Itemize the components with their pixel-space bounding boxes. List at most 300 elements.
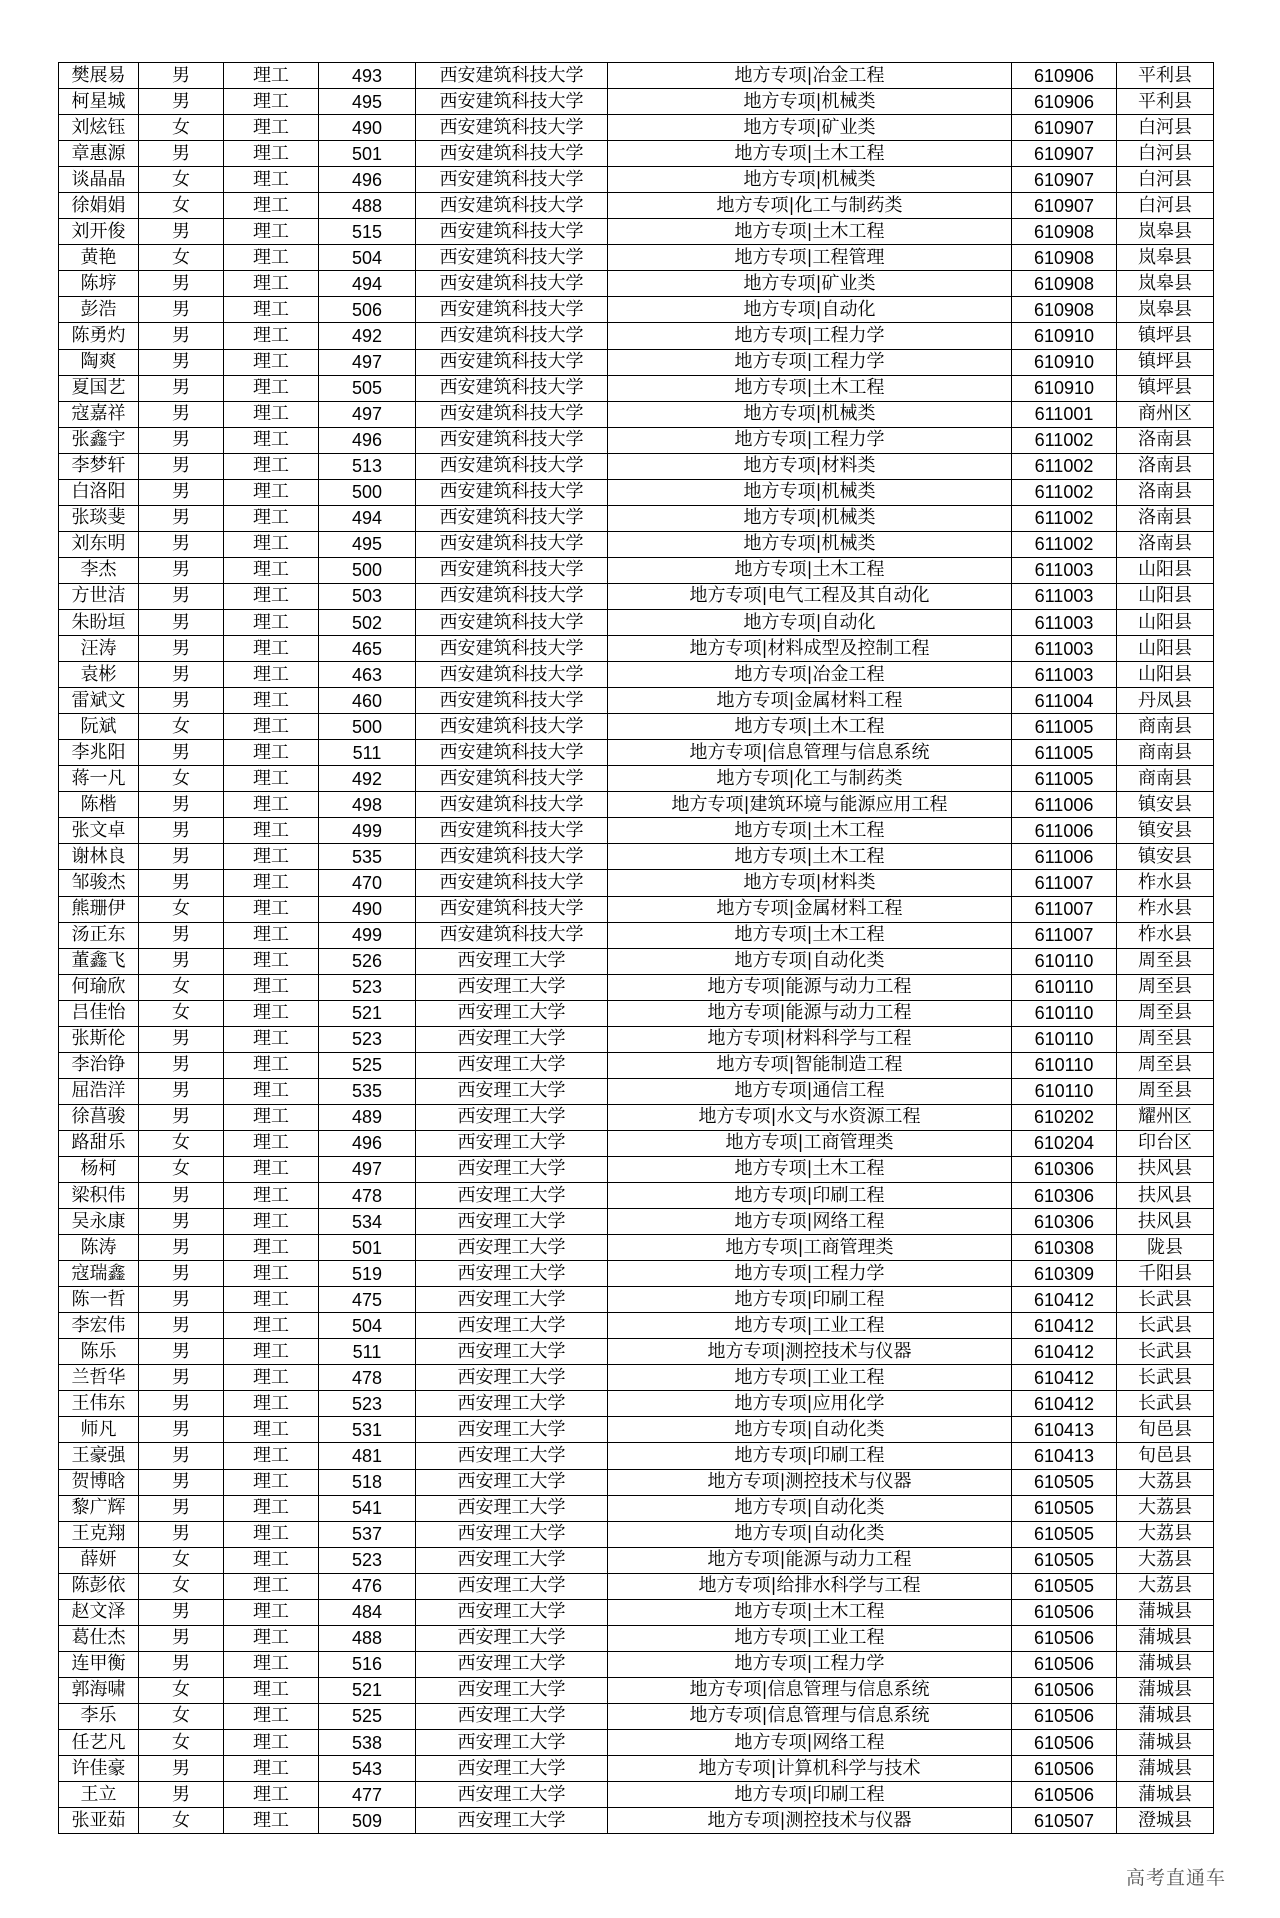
region-code-cell: 610204 <box>1012 1130 1117 1156</box>
region-code-cell: 611001 <box>1012 401 1117 427</box>
major-cell: 地方专项|土木工程 <box>608 557 1012 583</box>
county-cell: 岚皋县 <box>1117 219 1214 245</box>
gender-cell: 女 <box>139 974 224 1000</box>
university-cell: 西安建筑科技大学 <box>416 323 608 349</box>
gender-cell: 男 <box>139 63 224 89</box>
table-row <box>59 818 1214 844</box>
county-cell: 丹凤县 <box>1117 688 1214 714</box>
county-cell: 蒲城县 <box>1117 1703 1214 1729</box>
region-code-cell: 610907 <box>1012 167 1117 193</box>
name-cell: 夏国艺 <box>59 375 139 401</box>
university-cell: 西安建筑科技大学 <box>416 453 608 479</box>
university-cell: 西安建筑科技大学 <box>416 531 608 557</box>
gender-cell: 男 <box>139 740 224 766</box>
score-cell: 518 <box>319 1469 416 1495</box>
score-cell: 515 <box>319 219 416 245</box>
gender-cell: 女 <box>139 245 224 271</box>
category-cell: 理工 <box>224 1052 319 1078</box>
major-cell: 地方专项|智能制造工程 <box>608 1052 1012 1078</box>
name-cell: 屈浩洋 <box>59 1078 139 1104</box>
table-row <box>59 1026 1214 1052</box>
county-cell: 扶风县 <box>1117 1156 1214 1182</box>
name-cell: 李杰 <box>59 557 139 583</box>
university-cell: 西安理工大学 <box>416 1599 608 1625</box>
table-row <box>59 1782 1214 1808</box>
name-cell: 王豪强 <box>59 1443 139 1469</box>
gender-cell: 女 <box>139 1547 224 1573</box>
major-cell: 地方专项|材料类 <box>608 453 1012 479</box>
table-row <box>59 583 1214 609</box>
region-code-cell: 611002 <box>1012 479 1117 505</box>
score-cell: 470 <box>319 870 416 896</box>
category-cell: 理工 <box>224 1209 319 1235</box>
table-row <box>59 636 1214 662</box>
name-cell: 张琰斐 <box>59 505 139 531</box>
region-code-cell: 610110 <box>1012 948 1117 974</box>
gender-cell: 男 <box>139 1521 224 1547</box>
county-cell: 商州区 <box>1117 401 1214 427</box>
region-code-cell: 611002 <box>1012 531 1117 557</box>
table-row <box>59 1000 1214 1026</box>
name-cell: 李治铮 <box>59 1052 139 1078</box>
county-cell: 商南县 <box>1117 714 1214 740</box>
table-row <box>59 870 1214 896</box>
score-cell: 505 <box>319 375 416 401</box>
name-cell: 汤正东 <box>59 922 139 948</box>
region-code-cell: 611007 <box>1012 922 1117 948</box>
score-cell: 535 <box>319 1078 416 1104</box>
county-cell: 山阳县 <box>1117 583 1214 609</box>
major-cell: 地方专项|水文与水资源工程 <box>608 1104 1012 1130</box>
name-cell: 杨柯 <box>59 1156 139 1182</box>
county-cell: 长武县 <box>1117 1339 1214 1365</box>
region-code-cell: 610306 <box>1012 1183 1117 1209</box>
university-cell: 西安建筑科技大学 <box>416 609 608 635</box>
county-cell: 扶风县 <box>1117 1209 1214 1235</box>
table-row <box>59 1261 1214 1287</box>
region-code-cell: 610908 <box>1012 245 1117 271</box>
category-cell: 理工 <box>224 818 319 844</box>
table-row <box>59 1365 1214 1391</box>
gender-cell: 男 <box>139 870 224 896</box>
university-cell: 西安建筑科技大学 <box>416 792 608 818</box>
gender-cell: 女 <box>139 193 224 219</box>
gender-cell: 男 <box>139 636 224 662</box>
name-cell: 陈涛 <box>59 1235 139 1261</box>
major-cell: 地方专项|土木工程 <box>608 375 1012 401</box>
category-cell: 理工 <box>224 1677 319 1703</box>
score-cell: 498 <box>319 792 416 818</box>
gender-cell: 女 <box>139 1703 224 1729</box>
county-cell: 周至县 <box>1117 1026 1214 1052</box>
category-cell: 理工 <box>224 427 319 453</box>
university-cell: 西安理工大学 <box>416 1547 608 1573</box>
name-cell: 蒋一凡 <box>59 766 139 792</box>
region-code-cell: 610505 <box>1012 1547 1117 1573</box>
major-cell: 地方专项|建筑环境与能源应用工程 <box>608 792 1012 818</box>
region-code-cell: 611004 <box>1012 688 1117 714</box>
major-cell: 地方专项|土木工程 <box>608 818 1012 844</box>
table-row <box>59 1703 1214 1729</box>
score-cell: 492 <box>319 323 416 349</box>
name-cell: 李梦轩 <box>59 453 139 479</box>
county-cell: 山阳县 <box>1117 557 1214 583</box>
gender-cell: 男 <box>139 1209 224 1235</box>
category-cell: 理工 <box>224 896 319 922</box>
name-cell: 谈晶晶 <box>59 167 139 193</box>
gender-cell: 女 <box>139 1677 224 1703</box>
name-cell: 柯星城 <box>59 89 139 115</box>
major-cell: 地方专项|工程力学 <box>608 323 1012 349</box>
gender-cell: 男 <box>139 1339 224 1365</box>
county-cell: 长武县 <box>1117 1365 1214 1391</box>
county-cell: 长武县 <box>1117 1287 1214 1313</box>
gender-cell: 男 <box>139 401 224 427</box>
gender-cell: 女 <box>139 1808 224 1834</box>
university-cell: 西安理工大学 <box>416 1365 608 1391</box>
university-cell: 西安理工大学 <box>416 1287 608 1313</box>
university-cell: 西安建筑科技大学 <box>416 115 608 141</box>
table-row <box>59 1495 1214 1521</box>
table-row <box>59 766 1214 792</box>
county-cell: 蒲城县 <box>1117 1782 1214 1808</box>
score-cell: 541 <box>319 1495 416 1521</box>
name-cell: 阮斌 <box>59 714 139 740</box>
university-cell: 西安建筑科技大学 <box>416 375 608 401</box>
major-cell: 地方专项|自动化 <box>608 297 1012 323</box>
region-code-cell: 610908 <box>1012 271 1117 297</box>
region-code-cell: 610906 <box>1012 63 1117 89</box>
region-code-cell: 611006 <box>1012 792 1117 818</box>
name-cell: 陈一哲 <box>59 1287 139 1313</box>
region-code-cell: 611003 <box>1012 662 1117 688</box>
score-cell: 497 <box>319 349 416 375</box>
county-cell: 岚皋县 <box>1117 245 1214 271</box>
name-cell: 徐菖骏 <box>59 1104 139 1130</box>
region-code-cell: 610910 <box>1012 323 1117 349</box>
gender-cell: 男 <box>139 271 224 297</box>
region-code-cell: 610910 <box>1012 375 1117 401</box>
table-row <box>59 974 1214 1000</box>
major-cell: 地方专项|土木工程 <box>608 714 1012 740</box>
gender-cell: 男 <box>139 948 224 974</box>
score-cell: 497 <box>319 401 416 427</box>
university-cell: 西安建筑科技大学 <box>416 922 608 948</box>
table-row <box>59 1443 1214 1469</box>
table-row <box>59 1313 1214 1339</box>
region-code-cell: 610506 <box>1012 1703 1117 1729</box>
category-cell: 理工 <box>224 557 319 583</box>
region-code-cell: 610906 <box>1012 89 1117 115</box>
major-cell: 地方专项|网络工程 <box>608 1730 1012 1756</box>
county-cell: 蒲城县 <box>1117 1625 1214 1651</box>
gender-cell: 男 <box>139 1417 224 1443</box>
category-cell: 理工 <box>224 1599 319 1625</box>
table-row <box>59 1599 1214 1625</box>
county-cell: 镇安县 <box>1117 818 1214 844</box>
gender-cell: 男 <box>139 1313 224 1339</box>
major-cell: 地方专项|土木工程 <box>608 922 1012 948</box>
score-cell: 516 <box>319 1651 416 1677</box>
county-cell: 周至县 <box>1117 1052 1214 1078</box>
county-cell: 白河县 <box>1117 141 1214 167</box>
table-row <box>59 141 1214 167</box>
county-cell: 周至县 <box>1117 1078 1214 1104</box>
county-cell: 洛南县 <box>1117 479 1214 505</box>
score-cell: 523 <box>319 1391 416 1417</box>
county-cell: 大荔县 <box>1117 1495 1214 1521</box>
major-cell: 地方专项|印刷工程 <box>608 1287 1012 1313</box>
university-cell: 西安理工大学 <box>416 1495 608 1521</box>
name-cell: 陈勇灼 <box>59 323 139 349</box>
category-cell: 理工 <box>224 1339 319 1365</box>
university-cell: 西安建筑科技大学 <box>416 479 608 505</box>
score-cell: 502 <box>319 609 416 635</box>
score-cell: 500 <box>319 557 416 583</box>
category-cell: 理工 <box>224 688 319 714</box>
university-cell: 西安理工大学 <box>416 1417 608 1443</box>
gender-cell: 男 <box>139 1782 224 1808</box>
major-cell: 地方专项|工程管理 <box>608 245 1012 271</box>
major-cell: 地方专项|自动化类 <box>608 1417 1012 1443</box>
region-code-cell: 610110 <box>1012 1000 1117 1026</box>
score-cell: 501 <box>319 1235 416 1261</box>
major-cell: 地方专项|印刷工程 <box>608 1782 1012 1808</box>
category-cell: 理工 <box>224 531 319 557</box>
name-cell: 彭浩 <box>59 297 139 323</box>
university-cell: 西安建筑科技大学 <box>416 766 608 792</box>
gender-cell: 男 <box>139 1052 224 1078</box>
county-cell: 柞水县 <box>1117 870 1214 896</box>
region-code-cell: 611006 <box>1012 818 1117 844</box>
region-code-cell: 610505 <box>1012 1469 1117 1495</box>
name-cell: 刘开俊 <box>59 219 139 245</box>
county-cell: 白河县 <box>1117 167 1214 193</box>
major-cell: 地方专项|工商管理类 <box>608 1130 1012 1156</box>
region-code-cell: 610506 <box>1012 1730 1117 1756</box>
table-row <box>59 740 1214 766</box>
score-cell: 500 <box>319 714 416 740</box>
major-cell: 地方专项|能源与动力工程 <box>608 1547 1012 1573</box>
score-cell: 489 <box>319 1104 416 1130</box>
region-code-cell: 610505 <box>1012 1495 1117 1521</box>
major-cell: 地方专项|机械类 <box>608 479 1012 505</box>
gender-cell: 男 <box>139 662 224 688</box>
score-cell: 523 <box>319 1026 416 1052</box>
region-code-cell: 610412 <box>1012 1313 1117 1339</box>
score-cell: 513 <box>319 453 416 479</box>
score-cell: 478 <box>319 1365 416 1391</box>
table-row <box>59 89 1214 115</box>
name-cell: 朱盼垣 <box>59 609 139 635</box>
major-cell: 地方专项|化工与制药类 <box>608 193 1012 219</box>
major-cell: 地方专项|机械类 <box>608 531 1012 557</box>
category-cell: 理工 <box>224 844 319 870</box>
category-cell: 理工 <box>224 245 319 271</box>
score-cell: 490 <box>319 896 416 922</box>
gender-cell: 男 <box>139 1756 224 1782</box>
major-cell: 地方专项|给排水科学与工程 <box>608 1573 1012 1599</box>
county-cell: 蒲城县 <box>1117 1651 1214 1677</box>
name-cell: 师凡 <box>59 1417 139 1443</box>
major-cell: 地方专项|印刷工程 <box>608 1443 1012 1469</box>
gender-cell: 男 <box>139 297 224 323</box>
category-cell: 理工 <box>224 193 319 219</box>
gender-cell: 男 <box>139 141 224 167</box>
county-cell: 周至县 <box>1117 974 1214 1000</box>
score-cell: 488 <box>319 193 416 219</box>
region-code-cell: 610505 <box>1012 1521 1117 1547</box>
score-cell: 501 <box>319 141 416 167</box>
name-cell: 樊展易 <box>59 63 139 89</box>
table-row <box>59 115 1214 141</box>
category-cell: 理工 <box>224 1547 319 1573</box>
score-cell: 488 <box>319 1625 416 1651</box>
name-cell: 王克翔 <box>59 1521 139 1547</box>
table-row <box>59 1339 1214 1365</box>
name-cell: 黎广辉 <box>59 1495 139 1521</box>
gender-cell: 男 <box>139 323 224 349</box>
category-cell: 理工 <box>224 1000 319 1026</box>
category-cell: 理工 <box>224 219 319 245</box>
region-code-cell: 610506 <box>1012 1625 1117 1651</box>
table-row <box>59 922 1214 948</box>
region-code-cell: 610110 <box>1012 1078 1117 1104</box>
category-cell: 理工 <box>224 1469 319 1495</box>
table-row <box>59 193 1214 219</box>
major-cell: 地方专项|矿业类 <box>608 115 1012 141</box>
gender-cell: 男 <box>139 1391 224 1417</box>
university-cell: 西安理工大学 <box>416 1026 608 1052</box>
county-cell: 岚皋县 <box>1117 297 1214 323</box>
major-cell: 地方专项|材料成型及控制工程 <box>608 636 1012 662</box>
gender-cell: 男 <box>139 1026 224 1052</box>
region-code-cell: 610908 <box>1012 297 1117 323</box>
university-cell: 西安建筑科技大学 <box>416 740 608 766</box>
gender-cell: 男 <box>139 1365 224 1391</box>
table-row <box>59 1573 1214 1599</box>
university-cell: 西安建筑科技大学 <box>416 662 608 688</box>
name-cell: 董鑫飞 <box>59 948 139 974</box>
score-cell: 504 <box>319 1313 416 1339</box>
score-cell: 496 <box>319 1130 416 1156</box>
region-code-cell: 610306 <box>1012 1209 1117 1235</box>
university-cell: 西安理工大学 <box>416 1573 608 1599</box>
score-cell: 526 <box>319 948 416 974</box>
name-cell: 陈楷 <box>59 792 139 818</box>
region-code-cell: 610412 <box>1012 1287 1117 1313</box>
name-cell: 赵文泽 <box>59 1599 139 1625</box>
university-cell: 西安建筑科技大学 <box>416 505 608 531</box>
table-row <box>59 714 1214 740</box>
score-cell: 523 <box>319 974 416 1000</box>
gender-cell: 男 <box>139 1495 224 1521</box>
table-row <box>59 844 1214 870</box>
name-cell: 王立 <box>59 1782 139 1808</box>
table-row <box>59 505 1214 531</box>
category-cell: 理工 <box>224 1573 319 1599</box>
major-cell: 地方专项|冶金工程 <box>608 63 1012 89</box>
table-row <box>59 427 1214 453</box>
university-cell: 西安建筑科技大学 <box>416 193 608 219</box>
university-cell: 西安理工大学 <box>416 1677 608 1703</box>
university-cell: 西安理工大学 <box>416 1391 608 1417</box>
region-code-cell: 610907 <box>1012 115 1117 141</box>
score-cell: 511 <box>319 740 416 766</box>
table-row <box>59 1183 1214 1209</box>
category-cell: 理工 <box>224 583 319 609</box>
major-cell: 地方专项|自动化类 <box>608 1521 1012 1547</box>
table-row <box>59 1756 1214 1782</box>
university-cell: 西安建筑科技大学 <box>416 714 608 740</box>
category-cell: 理工 <box>224 375 319 401</box>
table-row <box>59 1521 1214 1547</box>
region-code-cell: 611005 <box>1012 766 1117 792</box>
university-cell: 西安建筑科技大学 <box>416 141 608 167</box>
name-cell: 张亚茹 <box>59 1808 139 1834</box>
county-cell: 洛南县 <box>1117 427 1214 453</box>
category-cell: 理工 <box>224 505 319 531</box>
name-cell: 张文卓 <box>59 818 139 844</box>
category-cell: 理工 <box>224 1078 319 1104</box>
table-row <box>59 1625 1214 1651</box>
major-cell: 地方专项|网络工程 <box>608 1209 1012 1235</box>
major-cell: 地方专项|工程力学 <box>608 1261 1012 1287</box>
score-cell: 521 <box>319 1677 416 1703</box>
score-cell: 477 <box>319 1782 416 1808</box>
county-cell: 洛南县 <box>1117 531 1214 557</box>
gender-cell: 男 <box>139 1261 224 1287</box>
score-cell: 500 <box>319 479 416 505</box>
score-cell: 494 <box>319 271 416 297</box>
county-cell: 商南县 <box>1117 766 1214 792</box>
university-cell: 西安理工大学 <box>416 1703 608 1729</box>
gender-cell: 男 <box>139 479 224 505</box>
county-cell: 周至县 <box>1117 948 1214 974</box>
major-cell: 地方专项|印刷工程 <box>608 1183 1012 1209</box>
region-code-cell: 610309 <box>1012 1261 1117 1287</box>
table-row <box>59 1130 1214 1156</box>
table-row <box>59 349 1214 375</box>
university-cell: 西安建筑科技大学 <box>416 63 608 89</box>
region-code-cell: 611003 <box>1012 636 1117 662</box>
table-row <box>59 1651 1214 1677</box>
name-cell: 张鑫宇 <box>59 427 139 453</box>
major-cell: 地方专项|机械类 <box>608 505 1012 531</box>
major-cell: 地方专项|机械类 <box>608 401 1012 427</box>
name-cell: 方世洁 <box>59 583 139 609</box>
score-cell: 492 <box>319 766 416 792</box>
gender-cell: 男 <box>139 219 224 245</box>
major-cell: 地方专项|信息管理与信息系统 <box>608 740 1012 766</box>
region-code-cell: 611005 <box>1012 714 1117 740</box>
county-cell: 平利县 <box>1117 89 1214 115</box>
category-cell: 理工 <box>224 1183 319 1209</box>
name-cell: 章惠源 <box>59 141 139 167</box>
score-cell: 511 <box>319 1339 416 1365</box>
major-cell: 地方专项|工程力学 <box>608 349 1012 375</box>
category-cell: 理工 <box>224 974 319 1000</box>
score-cell: 509 <box>319 1808 416 1834</box>
major-cell: 地方专项|计算机科学与技术 <box>608 1756 1012 1782</box>
major-cell: 地方专项|工程力学 <box>608 1651 1012 1677</box>
table-row <box>59 948 1214 974</box>
university-cell: 西安理工大学 <box>416 1235 608 1261</box>
county-cell: 山阳县 <box>1117 662 1214 688</box>
gender-cell: 女 <box>139 167 224 193</box>
county-cell: 印台区 <box>1117 1130 1214 1156</box>
category-cell: 理工 <box>224 271 319 297</box>
